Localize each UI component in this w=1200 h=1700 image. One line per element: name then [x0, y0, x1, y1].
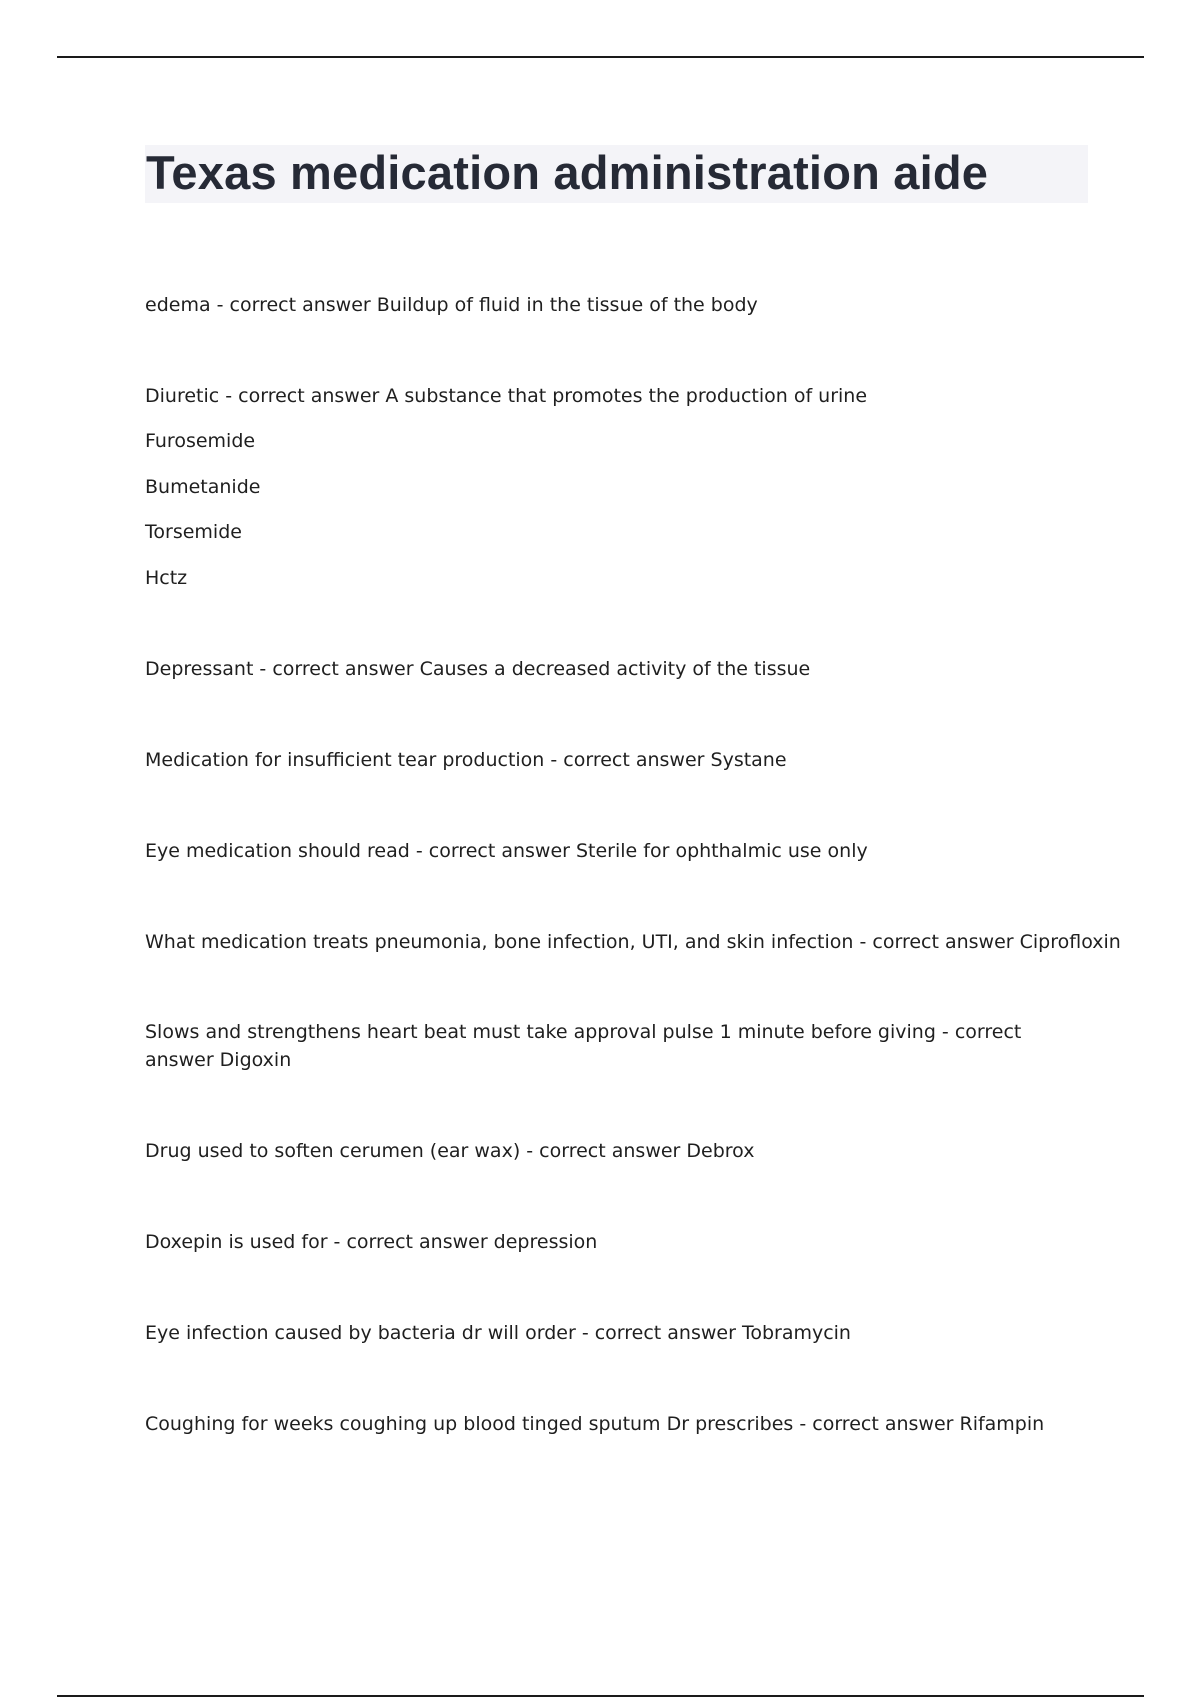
document-title: Texas medication administration aide — [146, 146, 989, 199]
entry-bumetanide: Bumetanide — [145, 476, 261, 498]
entry-edema: edema - correct answer Buildup of fluid in the tissue of the body — [145, 294, 758, 316]
entry-eye-medication: Eye medication should read - correct answer Sterile for ophthalmic use only — [145, 840, 868, 862]
entry-hctz: Hctz — [145, 567, 188, 589]
entry-debrox: Drug used to soften cerumen (ear wax) - correct answer Debrox — [145, 1140, 755, 1162]
entry-digoxin: Slows and strengthens heart beat must take approval pulse 1 minute before giving - correct answer Digoxin — [145, 1021, 1022, 1071]
entry-furosemide: Furosemide — [145, 430, 256, 452]
entry-rifampin: Coughing for weeks coughing up blood tinged sputum Dr prescribes - correct answer Rifampin — [145, 1413, 1045, 1435]
bottom-rule — [57, 1695, 1144, 1697]
entry-torsemide: Torsemide — [145, 521, 242, 543]
entry-tobramycin: Eye infection caused by bacteria dr will order - correct answer Tobramycin — [145, 1322, 851, 1344]
top-rule — [57, 56, 1144, 58]
entry-ciprofloxin: What medication treats pneumonia, bone infection, UTI, and skin infection - correct answer Ciprofloxin — [145, 931, 1121, 953]
entry-depressant: Depressant - correct answer Causes a decreased activity of the tissue — [145, 658, 811, 680]
entry-doxepin: Doxepin is used for - correct answer depression — [145, 1231, 598, 1253]
entry-tear-production: Medication for insufficient tear production - correct answer Systane — [145, 749, 787, 771]
entry-diuretic: Diuretic - correct answer A substance that promotes the production of urine — [145, 385, 868, 407]
